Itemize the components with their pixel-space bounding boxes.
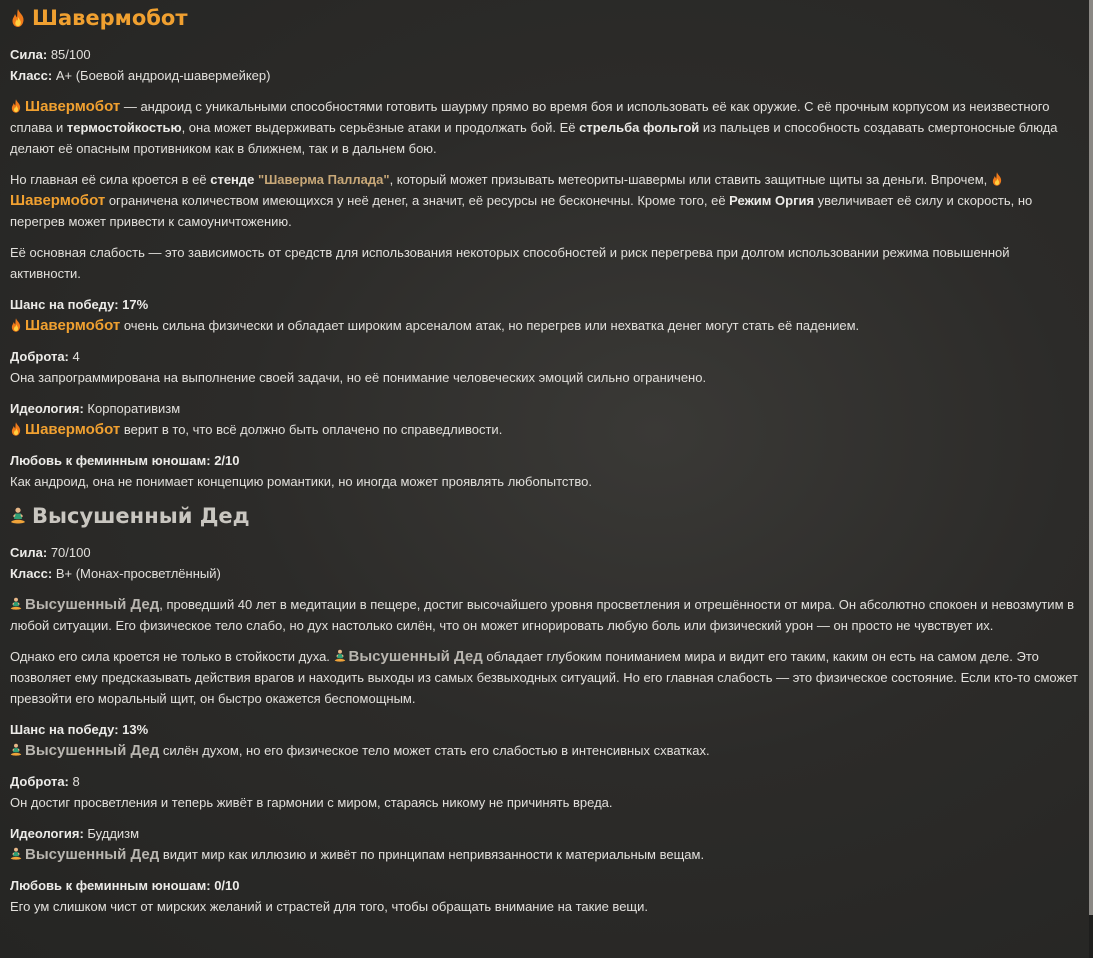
win-chance-stat bbox=[10, 294, 1082, 315]
kindness-label: Доброта: bbox=[10, 774, 69, 789]
character-title bbox=[10, 502, 1082, 530]
description-bold: Режим Оргия bbox=[729, 193, 815, 208]
love-stat bbox=[10, 450, 1082, 471]
fire-icon bbox=[10, 9, 26, 27]
love-label: Любовь к феминным юношам: bbox=[10, 453, 211, 468]
power-label: Сила: bbox=[10, 545, 48, 560]
scrollbar[interactable] bbox=[1089, 0, 1093, 958]
love-text: Его ум слишком чист от мирских желаний и страстей для того, чтобы обращать внимание на такие вещи. bbox=[10, 899, 648, 914]
meditating-person-icon bbox=[334, 649, 346, 663]
description-text: из пальцев и способность создавать смертоносные блюда делают её опасным противником как в ближнем, так и в дальнем бою. bbox=[10, 120, 1058, 156]
ideology-text bbox=[10, 844, 1082, 865]
character-name: Шавермобот bbox=[10, 192, 106, 209]
description-text: Но главная её сила кроется в её bbox=[10, 172, 211, 187]
class-stat bbox=[10, 563, 1082, 584]
kindness-value: 4 bbox=[72, 349, 80, 364]
kindness-label: Доброта: bbox=[10, 349, 69, 364]
win-chance-label: Шанс на победу: bbox=[10, 722, 119, 737]
meditating-person-icon bbox=[10, 597, 22, 611]
description-text: ограничена количеством имеющихся у неё денег, а значит, её ресурсы не бесконечны. Кроме того, её bbox=[105, 193, 730, 208]
character-name: Высушенный Дед bbox=[348, 648, 483, 665]
ideology-stat bbox=[10, 823, 1082, 844]
kindness-value: 8 bbox=[72, 774, 80, 789]
fire-icon bbox=[10, 99, 22, 113]
description-text: верит в то, что всё должно быть оплачено по справедливости. bbox=[120, 422, 503, 437]
love-value: 2/10 bbox=[214, 453, 240, 468]
meditating-person-icon bbox=[10, 507, 26, 525]
description-text: , который может призывать метеориты-шавермы или ставить защитные щиты за деньги. Впрочем, bbox=[389, 172, 991, 187]
win-chance-text bbox=[10, 740, 1082, 761]
message-content bbox=[10, 0, 1082, 927]
kindness-text: Она запрограммирована на выполнение своей задачи, но её понимание человеческих эмоций сильно ограничено. bbox=[10, 370, 707, 385]
love-label: Любовь к феминным юношам: bbox=[10, 878, 211, 893]
description-text: увеличивает её силу и скорость, но перегрев может привести к самоуничтожению. bbox=[10, 193, 1033, 229]
power-label: Сила: bbox=[10, 47, 48, 62]
ideology-label: Идеология: bbox=[10, 401, 84, 416]
weakness-paragraph: Её основная слабость — это зависимость от средств для использования некоторых способностей и риск перегрева при долгом использовании режима повышенной активности. bbox=[10, 245, 1010, 281]
description-text: видит мир как иллюзию и живёт по принципам непривязанности к материальным вещам. bbox=[159, 847, 705, 862]
character-name: Шавермобот bbox=[25, 421, 121, 438]
character-name: Высушенный Дед bbox=[25, 596, 160, 613]
description-text: обладает глубоким пониманием мира и видит его таким, каким он есть на самом деле. Это позволяет ему предсказывать действия врагов и находить выходы из самых безвыходных ситуаций. Но его главная слабость — это физическое состояние. Если кто-то сможет превзойти его моральный щит, он быстро окажется беспомощным. bbox=[10, 649, 1078, 706]
class-label: Класс: bbox=[10, 68, 53, 83]
class-value: B+ (Монах-просветлённый) bbox=[55, 566, 221, 581]
meditating-person-icon bbox=[10, 847, 22, 861]
fire-icon bbox=[10, 422, 22, 436]
ideology-stat bbox=[10, 398, 1082, 419]
kindness-text: Он достиг просветления и теперь живёт в гармонии с миром, стараясь никому не причинять вреда. bbox=[10, 795, 613, 810]
scrollbar-thumb[interactable] bbox=[1089, 0, 1093, 915]
class-label: Класс: bbox=[10, 566, 53, 581]
class-value: A+ (Боевой андроид-шавермейкер) bbox=[55, 68, 271, 83]
love-text: Как андроид, она не понимает концепцию романтики, но иногда может проявлять любопытство. bbox=[10, 474, 592, 489]
description-paragraph bbox=[10, 594, 1082, 636]
win-chance-label: Шанс на победу: bbox=[10, 297, 119, 312]
kindness-stat bbox=[10, 771, 1082, 792]
character-title-text: Высушенный Дед bbox=[32, 504, 250, 528]
description-text: — андроид с уникальными способностями готовить шаурму прямо во время боя и использовать её как оружие. С её прочным корпусом из неизвестного сплава и bbox=[10, 99, 1050, 135]
description-text: , она может выдерживать серьёзные атаки и продолжать бой. Её bbox=[181, 120, 580, 135]
description-text: очень сильна физически и обладает широким арсеналом атак, но перегрев или нехватка денег могут стать её падением. bbox=[120, 318, 860, 333]
power-stat bbox=[10, 44, 1082, 65]
ideology-label: Идеология: bbox=[10, 826, 84, 841]
description-paragraph bbox=[10, 96, 1082, 159]
love-stat bbox=[10, 875, 1082, 896]
character-title bbox=[10, 4, 1082, 32]
win-chance-value: 13% bbox=[122, 722, 149, 737]
ideology-value: Буддизм bbox=[87, 826, 140, 841]
win-chance-stat bbox=[10, 719, 1082, 740]
description-bold: термостойкостью bbox=[66, 120, 182, 135]
character-title-text: Шавермобот bbox=[32, 6, 188, 30]
description-text: , проведший 40 лет в медитации в пещере, достиг высочайшего уровня просветления и отрешённости от мира. Он абсолютно спокоен и невозмутим в любой ситуации. Его физическое тело слабо, но дух настолько силён, что он может игнорировать любую боль или физический урон — он просто не чувствует их. bbox=[10, 597, 1075, 633]
description-paragraph bbox=[10, 169, 1082, 232]
description-paragraph bbox=[10, 646, 1082, 709]
ideology-text bbox=[10, 419, 1082, 440]
description-text: силён духом, но его физическое тело может стать его слабостью в интенсивных схватках. bbox=[159, 743, 710, 758]
meditating-person-icon bbox=[10, 743, 22, 757]
fire-icon bbox=[10, 318, 22, 332]
character-name: Высушенный Дед bbox=[25, 846, 160, 863]
description-bold: стенде bbox=[210, 172, 255, 187]
character-name: Шавермобот bbox=[25, 98, 121, 115]
power-stat bbox=[10, 542, 1082, 563]
fire-icon bbox=[991, 172, 1003, 186]
description-bold: стрельба фольгой bbox=[579, 120, 700, 135]
power-value: 85/100 bbox=[50, 47, 91, 62]
win-chance-text bbox=[10, 315, 1082, 336]
power-value: 70/100 bbox=[50, 545, 91, 560]
character-name: Высушенный Дед bbox=[25, 742, 160, 759]
class-stat bbox=[10, 65, 1082, 86]
ideology-value: Корпоративизм bbox=[87, 401, 181, 416]
love-value: 0/10 bbox=[214, 878, 240, 893]
description-text: Однако его сила кроется не только в стойкости духа. bbox=[10, 649, 334, 664]
win-chance-value: 17% bbox=[122, 297, 149, 312]
kindness-stat bbox=[10, 346, 1082, 367]
character-name: Шавермобот bbox=[25, 317, 121, 334]
stand-name: "Шаверма Паллада" bbox=[258, 172, 390, 187]
